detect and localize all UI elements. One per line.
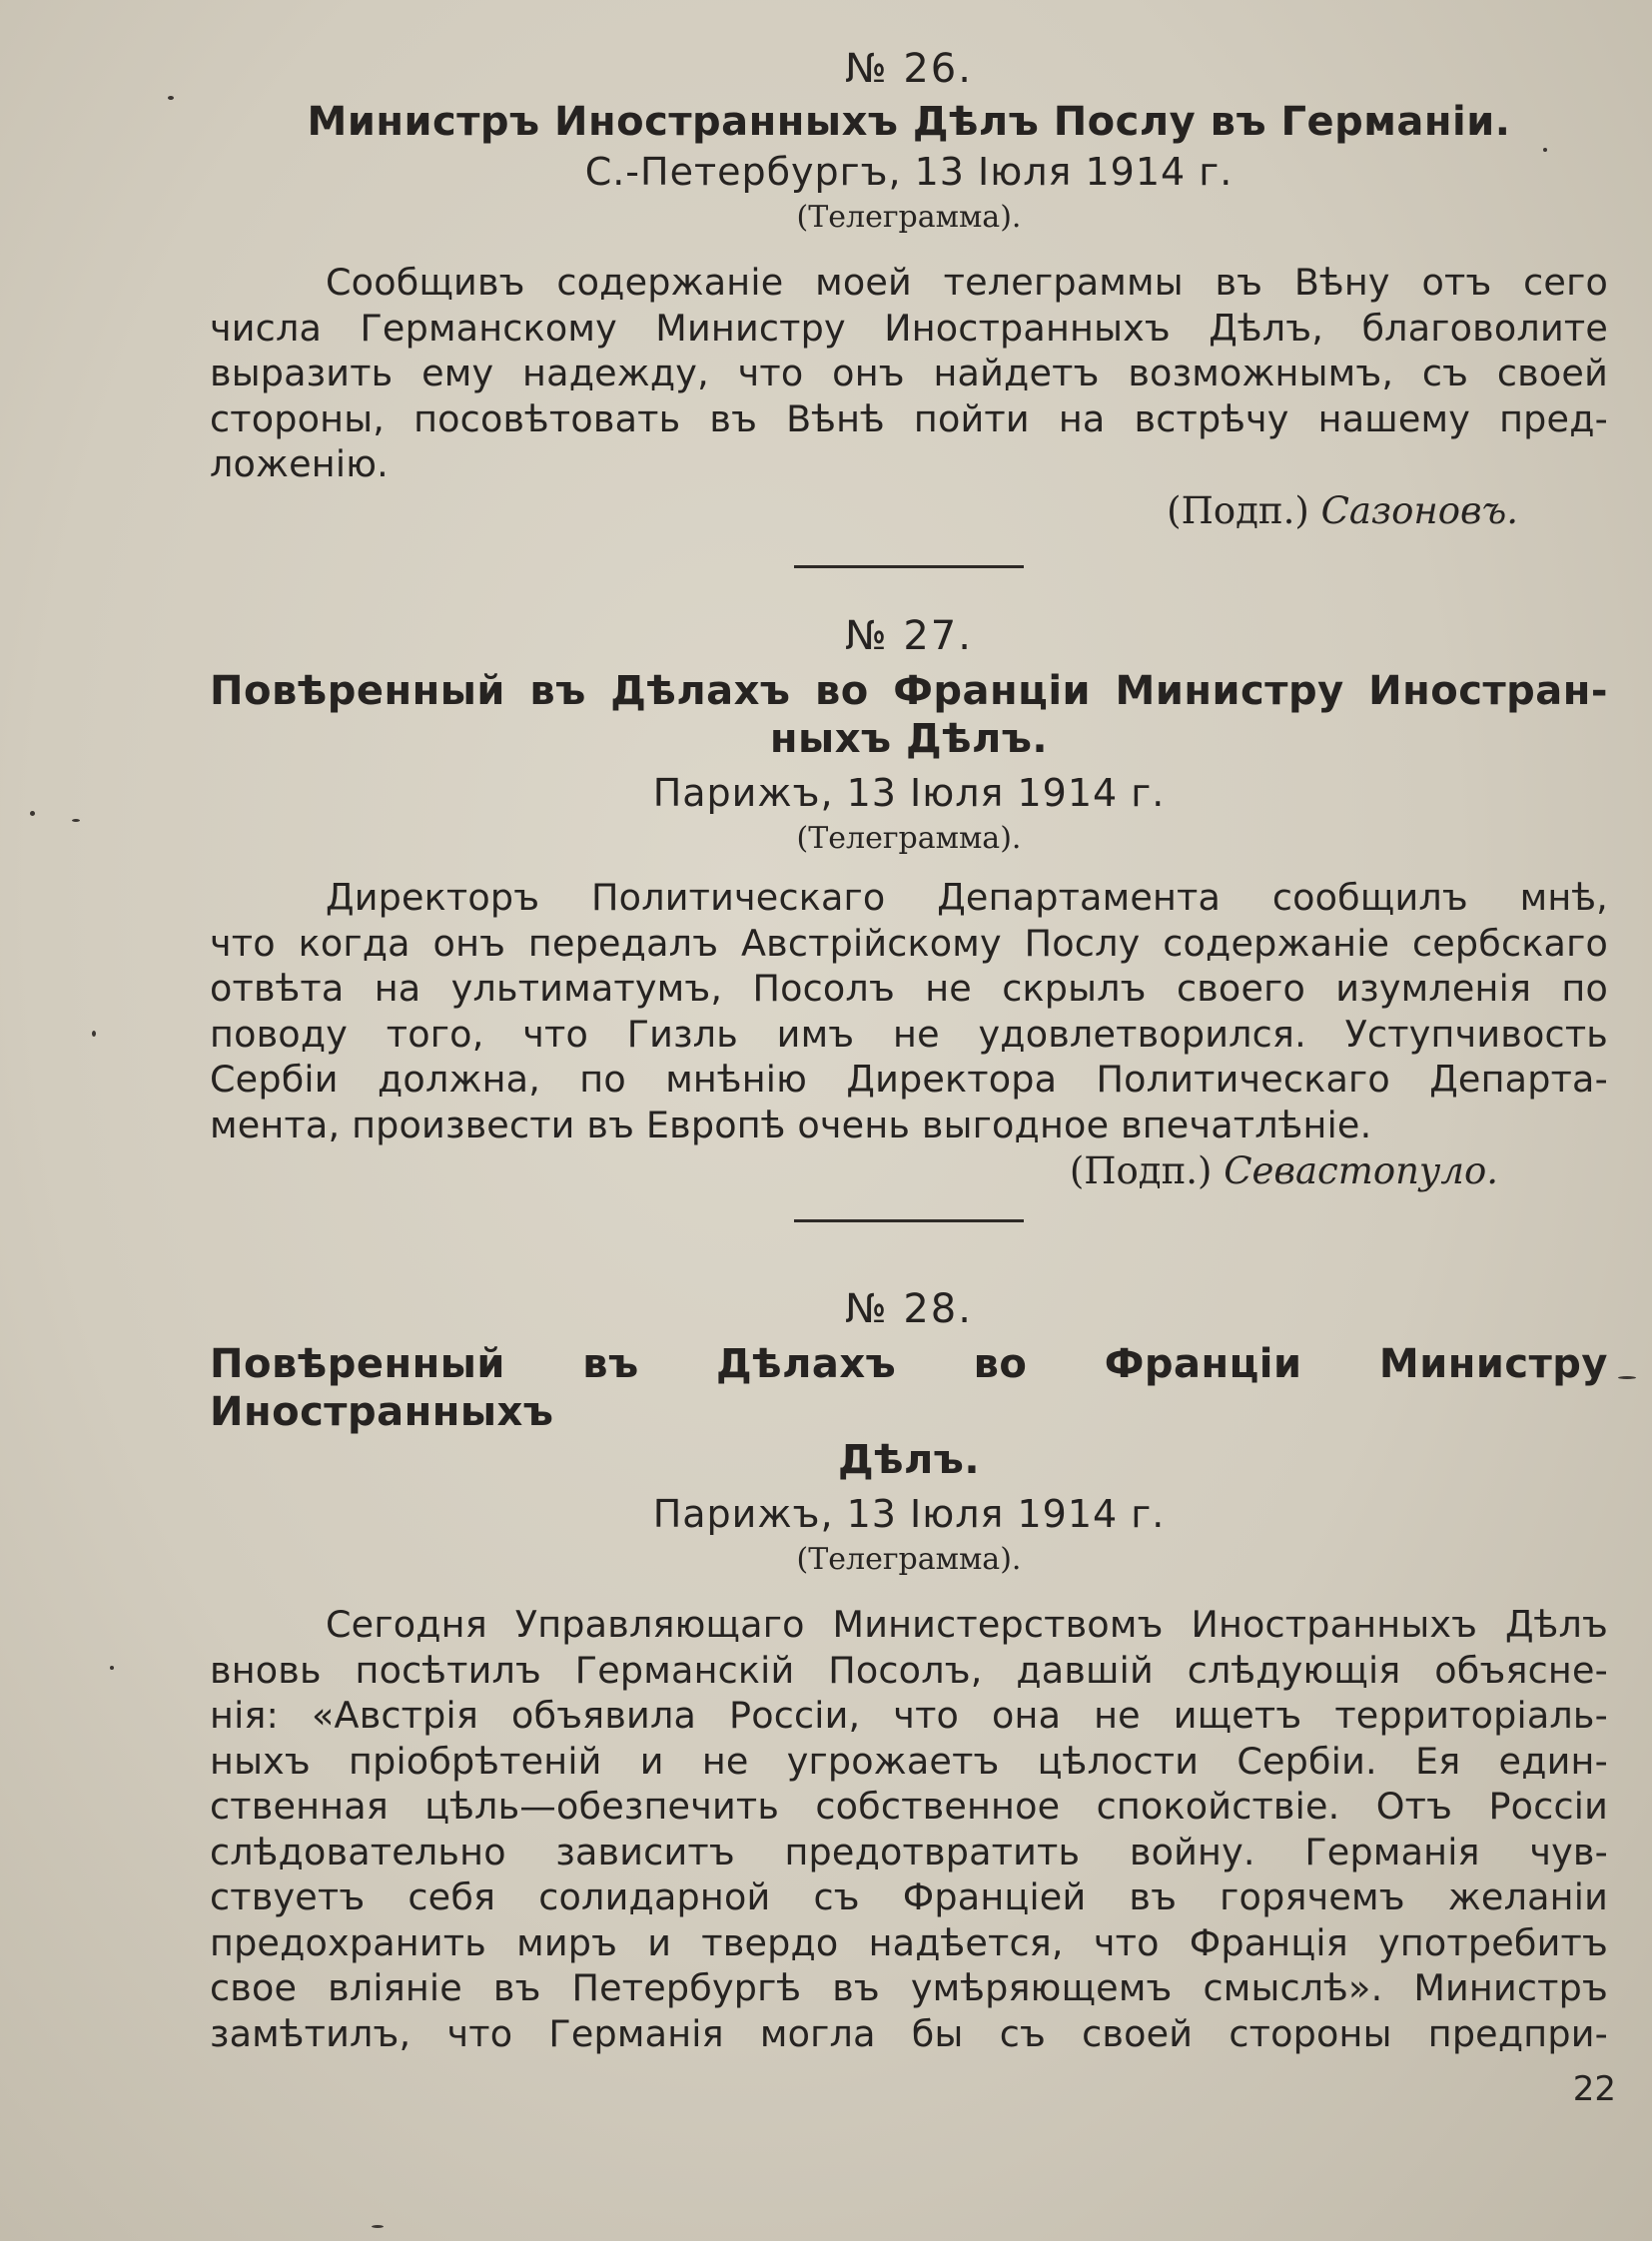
document-body	[210, 260, 1608, 487]
body-line: ствуетъ себя солидарной съ Франціей въ горячемъ желаніи	[210, 1875, 1608, 1918]
title-line: Дѣлъ.	[837, 1437, 981, 1483]
scan-speck	[372, 2225, 384, 2228]
scan-speck	[110, 1666, 114, 1670]
document-number: № 28.	[845, 1286, 973, 1332]
body-line: поводу того, что Гизль имъ не удовлетворился. Уступчивость	[210, 1012, 1608, 1056]
document-type: (Телеграмма).	[796, 821, 1022, 856]
document-type: (Телеграмма).	[796, 1542, 1022, 1577]
scan-speck	[1543, 148, 1547, 152]
body-line: Сегодня Управляющаго Министерствомъ Иностранныхъ Дѣлъ	[326, 1603, 1608, 1646]
body-line: выразить ему надежду, что онъ найдетъ возможнымъ, съ своей	[210, 352, 1608, 394]
document-body	[210, 1602, 1608, 2056]
document-26	[210, 44, 1608, 568]
separator-rule	[794, 565, 1024, 568]
document-title	[210, 667, 1608, 763]
scan-speck	[72, 819, 80, 822]
scan-speck	[168, 96, 174, 100]
document-title	[210, 98, 1608, 146]
body-line: предохранить миръ и твердо надѣется, что Франція употребитъ	[210, 1920, 1608, 1964]
body-line: мента, произвести въ Европѣ очень выгодное впечатлѣніе.	[210, 1103, 1372, 1146]
body-line: ложенію.	[210, 442, 389, 485]
signature	[210, 487, 1608, 535]
body-line: Сербіи должна, по мнѣнію Директора Политическаго Департа-	[210, 1058, 1608, 1101]
document-number: № 27.	[845, 613, 973, 659]
body-line: нія: «Австрія объявила Россіи, что она не ищетъ территоріаль-	[210, 1694, 1608, 1737]
document-27	[210, 611, 1608, 1222]
document-28	[210, 1284, 1608, 2056]
place-date: С.-Петербургъ, 13 Іюля 1914 г.	[584, 150, 1234, 194]
title-line: Повѣренный въ Дѣлахъ во Франціи Министру Иностран-	[210, 668, 1608, 714]
scan-speck	[92, 1031, 96, 1037]
place-date: Парижъ, 13 Іюля 1914 г.	[652, 771, 1166, 815]
page-number: 22	[1572, 2069, 1616, 2109]
title-line: Министръ Иностранныхъ Дѣлъ Послу въ Германіи.	[307, 99, 1511, 145]
body-line: числа Германскому Министру Иностранныхъ Дѣлъ, благоволите	[210, 306, 1608, 350]
place-date: Парижъ, 13 Іюля 1914 г.	[652, 1492, 1166, 1536]
body-line: замѣтилъ, что Германія могла бы съ своей стороны предпри-	[210, 2011, 1608, 2055]
title-line: ныхъ Дѣлъ.	[769, 716, 1049, 762]
body-line: слѣдовательно зависитъ предотвратить войну. Германія чув-	[210, 1830, 1608, 1873]
body-line: что когда онъ передалъ Австрійскому Послу содержаніе сербскаго	[210, 921, 1608, 965]
document-body	[210, 875, 1608, 1147]
scan-speck	[30, 811, 35, 816]
signature	[210, 1147, 1608, 1195]
body-line: Сообщивъ содержаніе моей телеграммы въ Вѣну отъ сего	[326, 261, 1608, 304]
document-number: № 26.	[845, 46, 973, 92]
body-line: стороны, посовѣтовать въ Вѣнѣ пойти на встрѣчу нашему пред-	[210, 396, 1608, 440]
title-line: Повѣренный въ Дѣлахъ во Франціи Министру Иностранныхъ	[210, 1341, 1608, 1435]
signature-name: Сазоновъ.	[1320, 488, 1518, 532]
body-line: свое вліяніе въ Петербургѣ въ умѣряющемъ смыслѣ». Министръ	[210, 1966, 1608, 2009]
signature-prefix: (Подп.)	[1167, 488, 1309, 532]
document-type: (Телеграмма).	[796, 200, 1022, 235]
body-line: ственная цѣль—обезпечить собственное спокойствіе. Отъ Россіи	[210, 1785, 1608, 1828]
scan-speck	[1618, 1376, 1636, 1379]
body-line: ныхъ пріобрѣтеній и не угрожаетъ цѣлости Сербіи. Ея един-	[210, 1739, 1608, 1783]
separator-rule	[794, 1219, 1024, 1222]
body-line: вновь посѣтилъ Германскій Посолъ, давшій слѣдующія объясне-	[210, 1648, 1608, 1692]
signature-prefix: (Подп.)	[1069, 1149, 1213, 1192]
body-line: отвѣта на ультиматумъ, Посолъ не скрылъ своего изумленія по	[210, 967, 1608, 1010]
signature-name: Севастопуло.	[1224, 1149, 1498, 1192]
document-title	[210, 1340, 1608, 1484]
body-line: Директоръ Политическаго Департамента сообщилъ мнѣ,	[326, 876, 1608, 919]
